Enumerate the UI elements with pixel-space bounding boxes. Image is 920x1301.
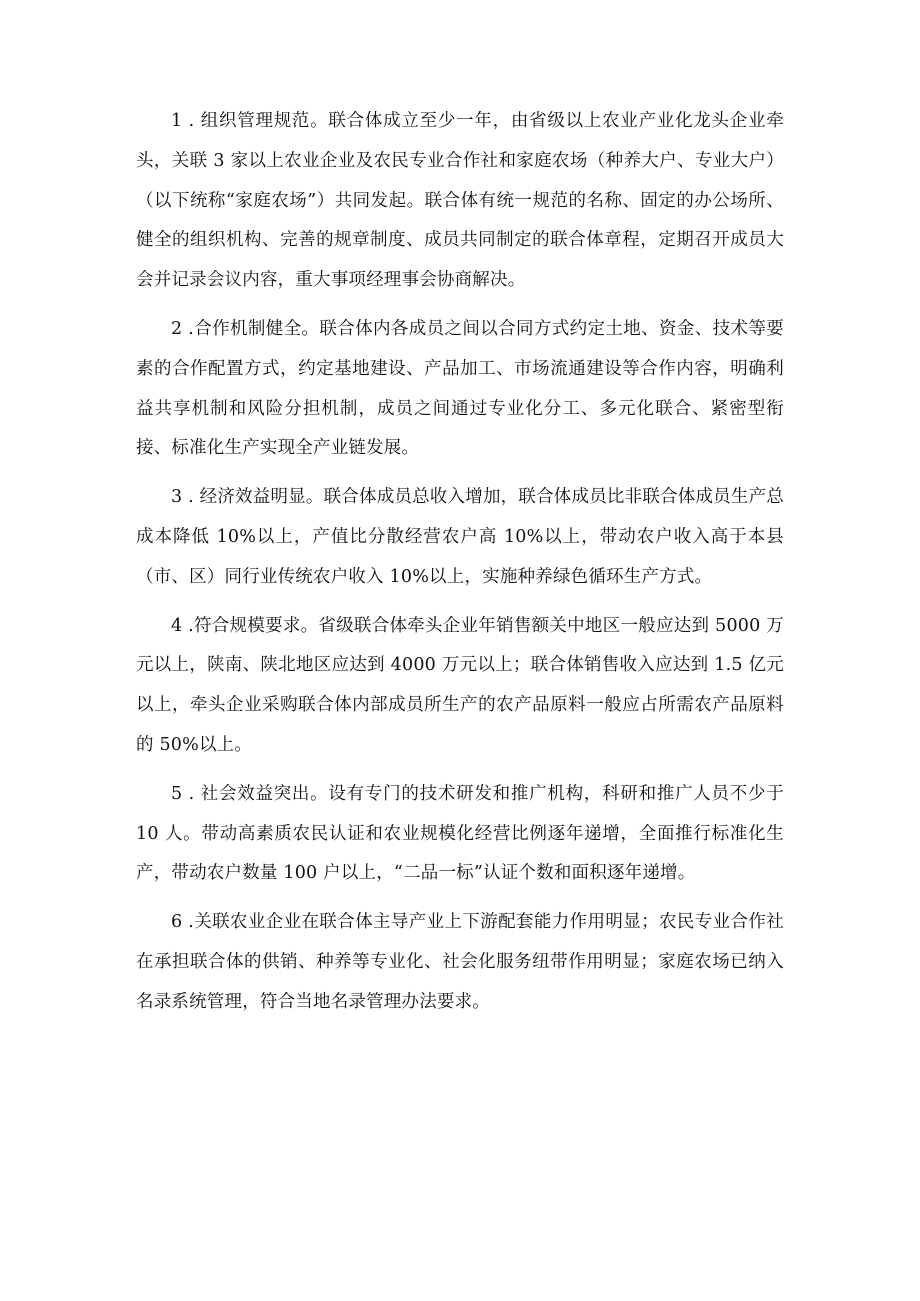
paragraph-2: 2 .合作机制健全。联合体内各成员之间以合同方式约定土地、资金、技术等要素的合作配置方式，约定基地建设、产品加工、市场流通建设等合作内容，明确利益共享机制和风险分担机制，成员之间通过专业化分工、多元化联合、紧密型衔接、标准化生产实现全产业链发展。 bbox=[136, 318, 784, 459]
paragraph-6: 6 .关联农业企业在联合体主导产业上下游配套能力作用明显；农民专业合作社在承担联合体的供销、种养等专业化、社会化服务纽带作用明显；家庭农场已纳入名录系统管理，符合当地名录管理办法要求。 bbox=[136, 912, 784, 1012]
paragraph-3: 3 . 经济效益明显。联合体成员总收入增加，联合体成员比非联合体成员生产总成本降低 10%以上，产值比分散经营农户高 10%以上，带动农户收入高于本县（市、区）同行业传统农户收入 10%以上，实施种养绿色循环生产方式。 bbox=[136, 487, 784, 587]
document-body bbox=[136, 102, 784, 1032]
paragraph-5: 5 . 社会效益突出。设有专门的技术研发和推广机构，科研和推广人员不少于 10 人。带动高素质农民认证和农业规模化经营比例逐年递增，全面推行标准化生产，带动农户数量 100 户以上，“二品一标”认证个数和面积逐年递增。 bbox=[136, 783, 784, 884]
paragraph-1: 1 . 组织管理规范。联合体成立至少一年，由省级以上农业产业化龙头企业牵头，关联 3 家以上农业企业及农民专业合作社和家庭农场（种养大户、专业大户）（以下统称“家庭农场”）共同发起。联合体有统一规范的名称、固定的办公场所、健全的组织机构、完善的规章制度、成员共同制定的联合体章程，定期召开成员大会并记录会议内容，重大事项经理事会协商解决。 bbox=[136, 111, 784, 291]
paragraph-4: 4 .符合规模要求。省级联合体牵头企业年销售额关中地区一般应达到 5000 万元以上，陕南、陕北地区应达到 4000 万元以上；联合体销售收入应达到 1.5 亿元以上，牵头企业采购联合体内部成员所生产的农产品原料一般应占所需农产品原料的 50%以上。 bbox=[136, 615, 784, 755]
